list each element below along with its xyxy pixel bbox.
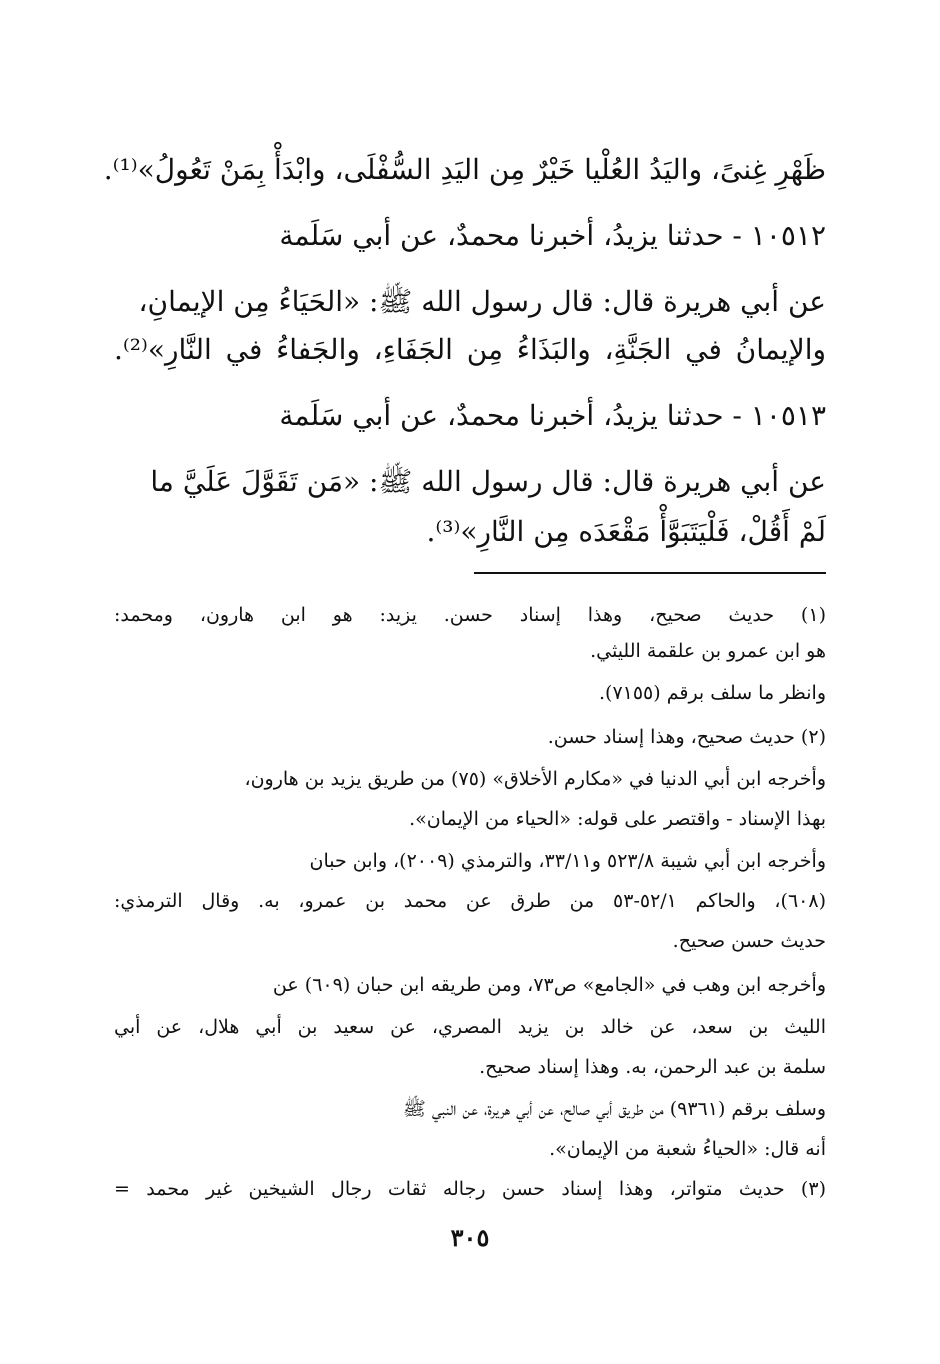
footnote-line: (٢) حديث صحيح، وهذا إسناد حسن. [547,726,826,748]
footnote-line: وأخرجه ابن أبي الدنيا في «مكارم الأخلاق» (٧٥) من طريق يزيد بن هارون، [244,768,826,790]
footnote-line: أنه قال: «الحياءُ شعبة من الإيمان». [549,1138,826,1160]
footnote-line: (٦٠٨)، والحاكم ٥٢/١-٥٣ من طرق عن محمد بن عمرو، به. وقال الترمذي: [114,890,826,912]
main-text-line: والإيمانُ في الجَنَّةِ، والبَذَاءُ مِن الجَفَاءِ، والجَفاءُ في النَّارِ»⁽²⁾. [114,333,826,366]
footnote-line: حديث حسن صحيح. [672,930,826,952]
hadith-chain-10513: ١٠٥١٣ - حدثنا يزيدُ، أخبرنا محمدٌ، عن أبي سَلَمة [279,399,826,432]
footnote-line: هو ابن عمرو بن علقمة الليثي. [590,640,826,662]
footnote-separator [474,572,826,574]
main-text-line: عن أبي هريرة قال: قال رسول الله ﷺ: «مَن تَقَوَّلَ عَلَيَّ ما [150,465,826,498]
hadith-chain-10512: ١٠٥١٢ - حدثنا يزيدُ، أخبرنا محمدٌ، عن أبي سَلَمة [279,219,826,252]
page-number: ٣٠٥ [450,1223,490,1252]
main-text-line: ظَهْرِ غِنىً، واليَدُ العُلْيا خَيْرٌ مِن اليَدِ السُّفْلَى، وابْدَأْ بِمَنْ تَعُولُ»⁽¹⁾. [103,153,826,186]
footnote-line: (٣) حديث متواتر، وهذا إسناد حسن رجاله ثقات رجال الشيخين غير محمد = [114,1178,826,1200]
main-text-line: لَمْ أَقُلْ، فَلْيَتَبَوَّأْ مَقْعَدَه مِن النَّارِ»⁽³⁾. [426,515,826,548]
main-text-line: عن أبي هريرة قال: قال رسول الله ﷺ: «الحَيَاءُ مِن الإيمانِ، [138,285,826,318]
footnote-line: وانظر ما سلف برقم (٧١٥٥). [598,682,826,704]
footnote-line: (١) حديث صحيح، وهذا إسناد حسن. يزيد: هو ابن هارون، ومحمد: [114,604,826,626]
footnote-line: بهذا الإسناد - واقتصر على قوله: «الحياء من الإيمان». [409,808,826,830]
footnote-line: وأخرجه ابن وهب في «الجامع» ص٧٣، ومن طريقه ابن حبان (٦٠٩) عن [272,974,826,996]
footnote-line: الليث بن سعد، عن خالد بن يزيد المصري، عن سعيد بن أبي هلال، عن أبي [114,1016,826,1038]
footnote-line: وسلف برقم (٩٣٦١) من طريق أبي صالح، عن أبي هريرة، عن النبي ﷺ [402,1098,826,1120]
footnote-line: سلمة بن عبد الرحمن، به. وهذا إسناد صحيح. [479,1056,826,1078]
footnote-line: وأخرجه ابن أبي شيبة ٥٢٣/٨ و٣٣/١١، والترمذي (٢٠٠٩)، وابن حبان [309,850,826,872]
